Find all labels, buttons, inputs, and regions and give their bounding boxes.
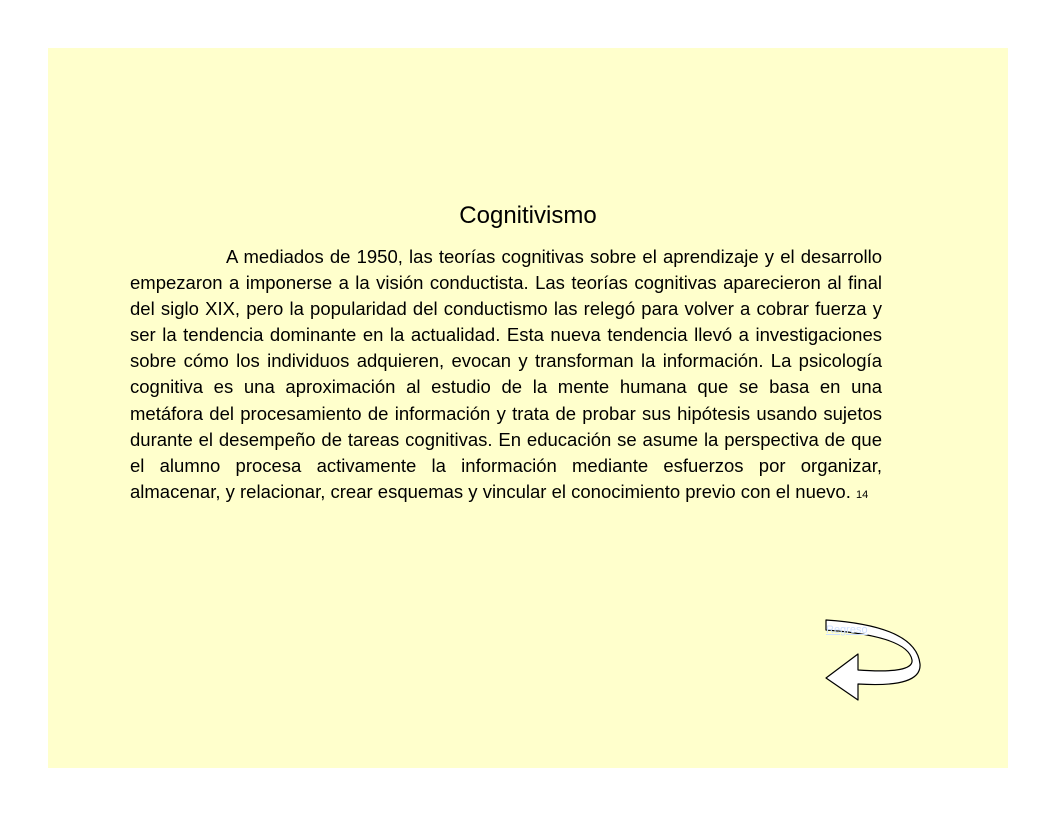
back-link[interactable]: Regreso xyxy=(826,624,868,636)
slide xyxy=(48,48,1008,768)
body-paragraph xyxy=(130,244,882,508)
footnote-marker: 14 xyxy=(855,488,869,501)
page-title: Cognitivismo xyxy=(459,202,597,229)
paragraph-text: A mediados de 1950, las teorías cognitivas sobre el aprendizaje y el desarrollo empezaron a imponerse a la visión conductista. Las teorías cognitivas aparecieron al final del siglo XIX, pero la popularidad del conductismo las relegó para volver a cobrar fuerza y ser la tendencia dominante en la actualidad. Esta nueva tendencia llevó a investigaciones sobre cómo los individuos adquieren, evocan y transforman la información. La psicología cognitiva es una aproximación al estudio de la mente humana que se basa en una metáfora del procesamiento de información y trata de probar sus hipótesis usando sujetos durante el desempeño de tareas cognitivas. En educación se asume la perspectiva de que el alumno procesa activamente la información mediante esfuerzos por organizar, almacenar, y relacionar, crear esquemas y vincular el conocimiento previo con el nuevo. xyxy=(130,246,882,502)
